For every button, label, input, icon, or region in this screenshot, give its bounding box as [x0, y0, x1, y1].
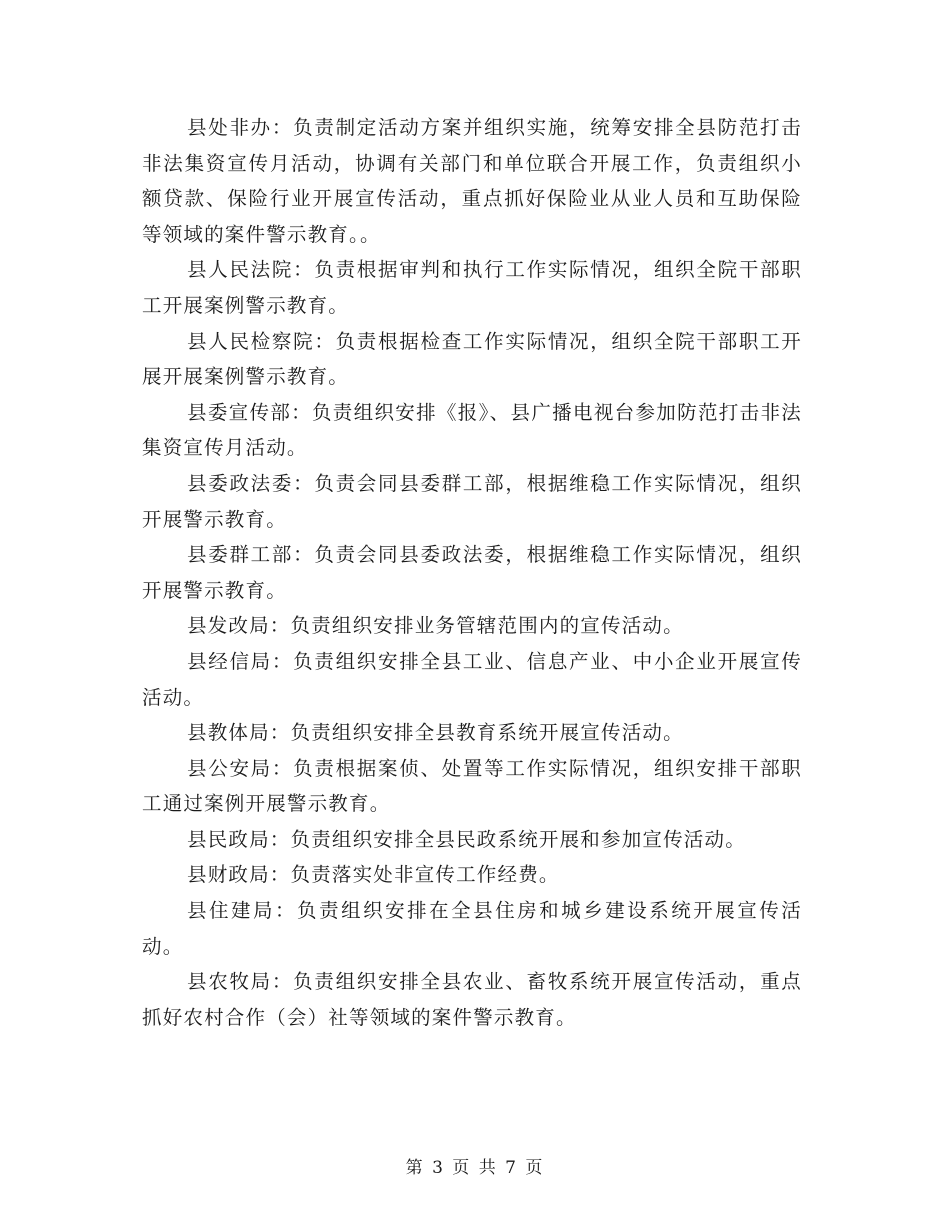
paragraph-economy-information-bureau: 县经信局：负责组织安排全县工业、信息产业、中小企业开展宣传活动。	[142, 649, 802, 709]
paragraph-county-court: 县人民法院：负责根据审判和执行工作实际情况，组织全院干部职工开展案例警示教育。	[142, 258, 802, 317]
paragraph-public-security-bureau: 县公安局：负责根据案侦、处置等工作实际情况，组织安排干部职工通过案例开展警示教育。	[142, 756, 802, 816]
paragraph-development-reform-bureau: 县发改局：负责组织安排业务管辖范围内的宣传活动。	[187, 614, 684, 638]
paragraph-agriculture-animal-bureau: 县农牧局：负责组织安排全县农业、畜牧系统开展宣传活动，重点抓好农村合作（会）社等领域的案件警示教育。	[142, 970, 802, 1029]
page-number-footer: 第 3 页 共 7 页	[405, 1158, 545, 1178]
paragraph-county-procuratorate: 县人民检察院：负责根据检查工作实际情况，组织全院干部职工开展开展案例警示教育。	[142, 329, 802, 389]
paragraph-housing-construction-bureau: 县住建局：负责组织安排在全县住房和城乡建设系统开展宣传活动。	[142, 899, 802, 958]
paragraph-political-legal-committee: 县委政法委：负责会同县委群工部，根据维稳工作实际情况，组织开展警示教育。	[142, 471, 802, 531]
paragraph-publicity-department: 县委宣传部：负责组织安排《报》、县广播电视台参加防范打击非法集资宣传月活动。	[142, 400, 802, 460]
paragraph-finance-bureau: 县财政局：负责落实处非宣传工作经费。	[187, 863, 560, 887]
document-body	[142, 110, 802, 1035]
paragraph-education-sports-bureau: 县教体局：负责组织安排全县教育系统开展宣传活动。	[187, 721, 684, 745]
paragraph-civil-affairs-bureau: 县民政局：负责组织安排全县民政系统开展和参加宣传活动。	[187, 827, 746, 851]
paragraph-mass-work-department: 县委群工部：负责会同县委政法委，根据维稳工作实际情况，组织开展警示教育。	[142, 543, 802, 602]
paragraph-county-nonillegal-office: 县处非办：负责制定活动方案并组织实施，统筹安排全县防范打击非法集资宣传月活动，协调有关部门和单位联合开展工作，负责组织小额贷款、保险行业开展宣传活动，重点抓好保险业从业人员和互助保险等领域的案件警示教育。。	[142, 116, 802, 246]
